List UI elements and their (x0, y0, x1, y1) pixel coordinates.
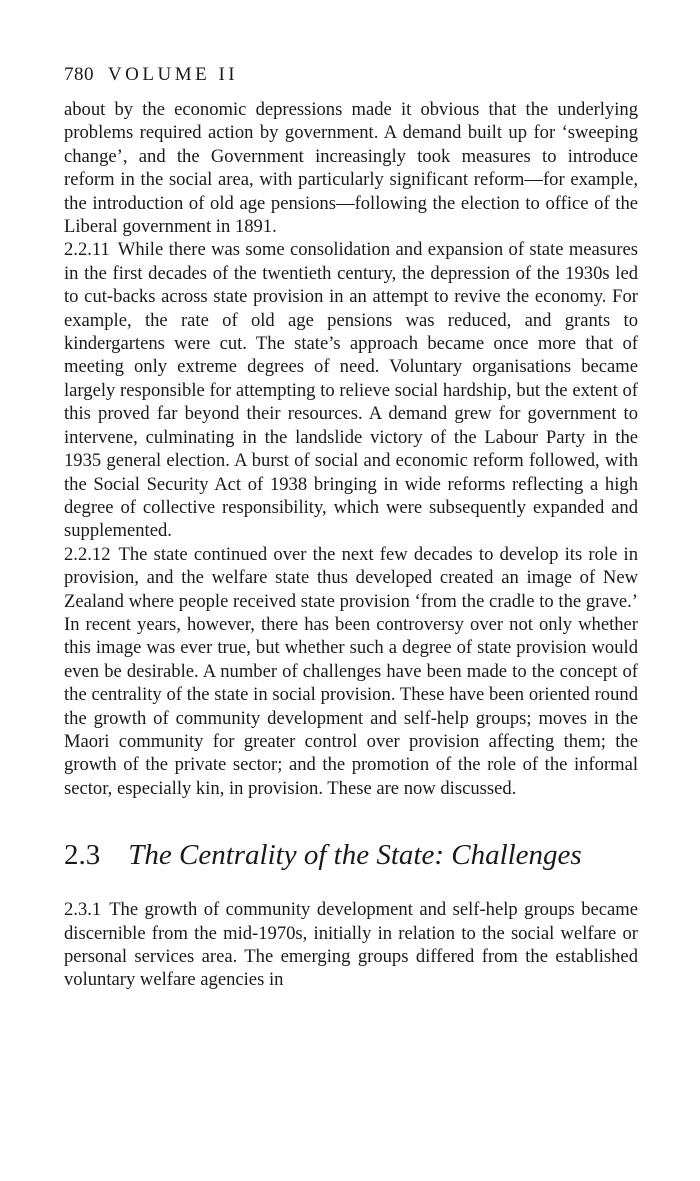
section-title: The Centrality of the State: Challenges (128, 839, 582, 872)
paragraph-2-2-12 (64, 543, 638, 800)
page-number: 780 (64, 64, 94, 85)
section-number: 2.3 (64, 839, 101, 872)
paragraph-2-3-1 (64, 898, 638, 992)
paragraph-number: 2.2.12 (64, 543, 111, 565)
paragraph-text: about by the economic depressions made it obvious that the underlying problems required action by government. A demand built up for ‘sweeping change’, and the Government increasingly took measures to introduce reform in the social area, with particularly significant reform—for example, the introduction of old age pensions—following the election to office of the Liberal government in 1891. (64, 99, 638, 238)
paragraph-text: The state continued over the next few decades to develop its role in provision, and the welfare state thus developed created an image of New Zealand where people received state provision ‘from the cradle to the grave.’ In recent years, however, there has been controversy over not only whether this image was ever true, but whether such a degree of state provision would even be desirable. A number of challenges have been made to the concept of the centrality of the state in social provision. These have been oriented round the growth of community development and self-help groups; moves in the Maori community for greater control over provision affecting them; the growth of the private sector; and the promotion of the role of the informal sector, especially kin, in provision. These are now discussed. (64, 543, 638, 799)
paragraph-text: While there was some consolidation and expansion of state measures in the first decades of the twentieth century, the depression of the 1930s led to cut-backs across state provision in an attempt to revive the economy. For example, the rate of old age pensions was reduced, and grants to kindergartens were cut. The state’s approach became once more that of meeting only extreme degrees of need. Voluntary organisations became largely responsible for attempting to relieve social hardship, but the extent of this proved far beyond their resources. A demand grew for government to intervene, culminating in the landslide victory of the Labour Party in the 1935 general election. A burst of social and economic reform followed, with the Social Security Act of 1938 bringing in wide reforms reflecting a high degree of collective responsibility, which were subsequently expanded and supplemented. (64, 239, 638, 542)
paragraph-number: 2.2.11 (64, 239, 110, 261)
paragraph-continued (64, 98, 638, 238)
paragraph-number: 2.3.1 (64, 899, 102, 921)
paragraph-text: The growth of community development and self-help groups became discernible from the mid-1970s, initially in relation to the social welfare or personal services area. The emerging groups differed from the established voluntary welfare agencies in (64, 899, 638, 991)
paragraph-2-2-11 (64, 238, 638, 542)
running-head (64, 62, 638, 88)
volume-label: VOLUME II (107, 64, 239, 85)
document-page (64, 62, 638, 992)
section-heading (64, 838, 638, 872)
